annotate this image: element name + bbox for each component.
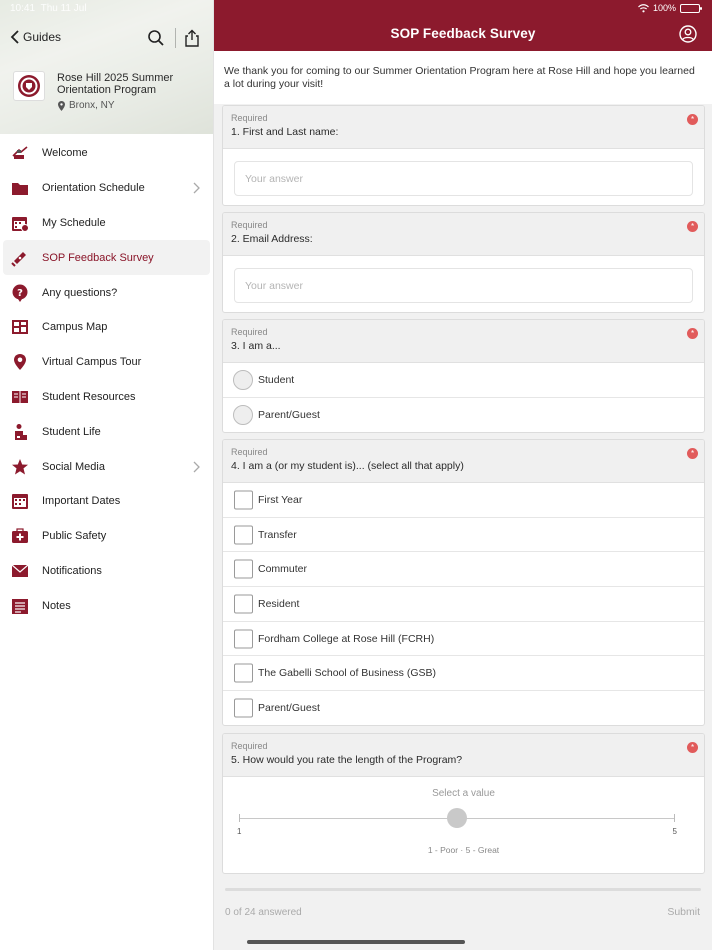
top-bar: [214, 0, 712, 51]
guide-location: Bronx, NY: [58, 100, 115, 111]
checkbox-option-fcrh[interactable]: Fordham College at Rose Hill (FCRH): [223, 622, 704, 657]
calendar-check-icon: [11, 214, 29, 232]
radio-button[interactable]: [233, 370, 253, 390]
status-time: 10:41 Thu 11 Jul: [10, 3, 87, 14]
slider-min-label: 1: [237, 827, 242, 836]
sidebar-item-social-media[interactable]: Social Media: [3, 449, 210, 484]
sidebar-nav: [0, 136, 213, 623]
checkbox[interactable]: [234, 664, 253, 683]
back-to-guides-button[interactable]: [10, 30, 61, 44]
radio-option-student[interactable]: Student: [223, 363, 704, 398]
guide-title: Rose Hill 2025 Summer Orientation Program: [57, 72, 174, 96]
chevron-right-icon: [192, 461, 200, 473]
checkbox[interactable]: [234, 490, 253, 509]
sidebar: [0, 0, 214, 950]
battery-icon: [680, 4, 700, 13]
sidebar-item-virtual-campus-tour[interactable]: Virtual Campus Tour: [3, 345, 210, 380]
first-aid-icon: [11, 527, 29, 545]
checkbox-option-commuter[interactable]: Commuter: [223, 552, 704, 587]
question-card-2: [222, 212, 705, 313]
university-seal-logo: [13, 71, 45, 101]
radio-button[interactable]: [233, 405, 253, 425]
sidebar-item-notes[interactable]: Notes: [3, 588, 210, 623]
question-icon: [11, 284, 29, 302]
checkbox[interactable]: [234, 629, 253, 648]
survey-icon: [11, 249, 29, 267]
survey-intro: We thank you for coming to our Summer Orientation Program here at Rose Hill and hope you learned a lot during your visit!: [214, 51, 712, 104]
share-icon[interactable]: [183, 29, 201, 47]
question-text: 2. Email Address:: [231, 233, 313, 245]
chevron-right-icon: [192, 182, 200, 194]
home-indicator: [247, 940, 465, 944]
folder-icon: [11, 179, 29, 197]
required-asterisk-icon: *: [687, 742, 698, 753]
checkbox-option-parent-guest[interactable]: Parent/Guest: [223, 691, 704, 726]
question-card-5: [222, 733, 705, 874]
required-asterisk-icon: *: [687, 114, 698, 125]
checkbox[interactable]: [234, 594, 253, 613]
page-title: SOP Feedback Survey: [390, 26, 536, 41]
sidebar-item-welcome[interactable]: Welcome: [3, 136, 210, 171]
sidebar-item-notifications[interactable]: Notifications: [3, 554, 210, 589]
required-asterisk-icon: *: [687, 448, 698, 459]
checkbox[interactable]: [234, 525, 253, 544]
sidebar-item-important-dates[interactable]: Important Dates: [3, 484, 210, 519]
sidebar-item-student-life[interactable]: Student Life: [3, 414, 210, 449]
slider-max-label: 5: [672, 827, 677, 836]
submit-button[interactable]: Submit: [667, 906, 700, 918]
survey-scroll-area[interactable]: [214, 51, 712, 882]
sidebar-item-student-resources[interactable]: Student Resources: [3, 380, 210, 415]
radio-option-parent-guest[interactable]: Parent/Guest: [223, 398, 704, 433]
name-field[interactable]: [234, 161, 693, 196]
question-text: 3. I am a...: [231, 340, 281, 352]
question-text: 4. I am a (or my student is)... (select all that apply): [231, 460, 464, 472]
welcome-icon: [11, 144, 29, 162]
back-label: Guides: [23, 30, 62, 44]
sidebar-item-my-schedule[interactable]: My Schedule: [3, 206, 210, 241]
question-card-4: [222, 439, 705, 726]
envelope-icon: [11, 562, 29, 580]
status-bar: [638, 3, 700, 13]
required-label: Required: [231, 327, 268, 337]
checkbox-option-transfer[interactable]: Transfer: [223, 518, 704, 553]
checkbox-option-resident[interactable]: Resident: [223, 587, 704, 622]
slider-tick-min: [239, 814, 240, 822]
email-field[interactable]: [234, 268, 693, 303]
required-label: Required: [231, 113, 268, 123]
answered-count: 0 of 24 answered: [225, 907, 302, 918]
main-panel: [214, 0, 712, 950]
calendar-icon: [11, 492, 29, 510]
checkbox-option-first-year[interactable]: First Year: [223, 483, 704, 518]
chevron-left-icon: [10, 30, 20, 44]
sidebar-item-any-questions[interactable]: ? Any questions?: [3, 275, 210, 310]
guide-header: [0, 0, 213, 134]
student-life-icon: [11, 423, 29, 441]
search-icon[interactable]: [147, 29, 165, 47]
guide-info: [0, 60, 213, 134]
question-text: 1. First and Last name:: [231, 126, 339, 138]
sidebar-item-campus-map[interactable]: Campus Map: [3, 310, 210, 345]
sidebar-item-sop-feedback-survey[interactable]: SOP Feedback Survey: [3, 240, 210, 275]
required-label: Required: [231, 220, 268, 230]
book-icon: [11, 388, 29, 406]
question-card-3: [222, 319, 705, 433]
map-icon: [11, 318, 29, 336]
sidebar-item-orientation-schedule[interactable]: Orientation Schedule: [3, 171, 210, 206]
answered-progress-bar: [225, 888, 701, 891]
location-pin-icon: [11, 353, 29, 371]
battery-percent: 100%: [652, 3, 676, 13]
slider-scale-note: 1 - Poor · 5 - Great: [427, 845, 500, 855]
location-pin-icon: [58, 101, 65, 111]
required-label: Required: [231, 741, 268, 751]
sidebar-item-public-safety[interactable]: Public Safety: [3, 519, 210, 554]
wifi-icon: [638, 4, 649, 13]
slider-thumb[interactable]: [447, 808, 467, 828]
question-text: 5. How would you rate the length of the Program?: [231, 754, 463, 766]
checkbox-option-gsb[interactable]: The Gabelli School of Business (GSB): [223, 656, 704, 691]
header-divider: [175, 28, 176, 48]
required-asterisk-icon: *: [687, 328, 698, 339]
notes-icon: [11, 597, 29, 615]
question-card-1: [222, 105, 705, 206]
checkbox[interactable]: [234, 560, 253, 579]
star-person-icon: [11, 458, 29, 476]
slider-tick-max: [674, 814, 675, 822]
required-label: Required: [231, 447, 268, 457]
rating-slider[interactable]: [223, 777, 704, 873]
slider-prompt: Select a value: [432, 788, 495, 799]
svg-text:?: ?: [17, 287, 23, 299]
required-asterisk-icon: *: [687, 221, 698, 232]
checkbox[interactable]: [234, 699, 253, 718]
account-icon[interactable]: [679, 25, 697, 43]
